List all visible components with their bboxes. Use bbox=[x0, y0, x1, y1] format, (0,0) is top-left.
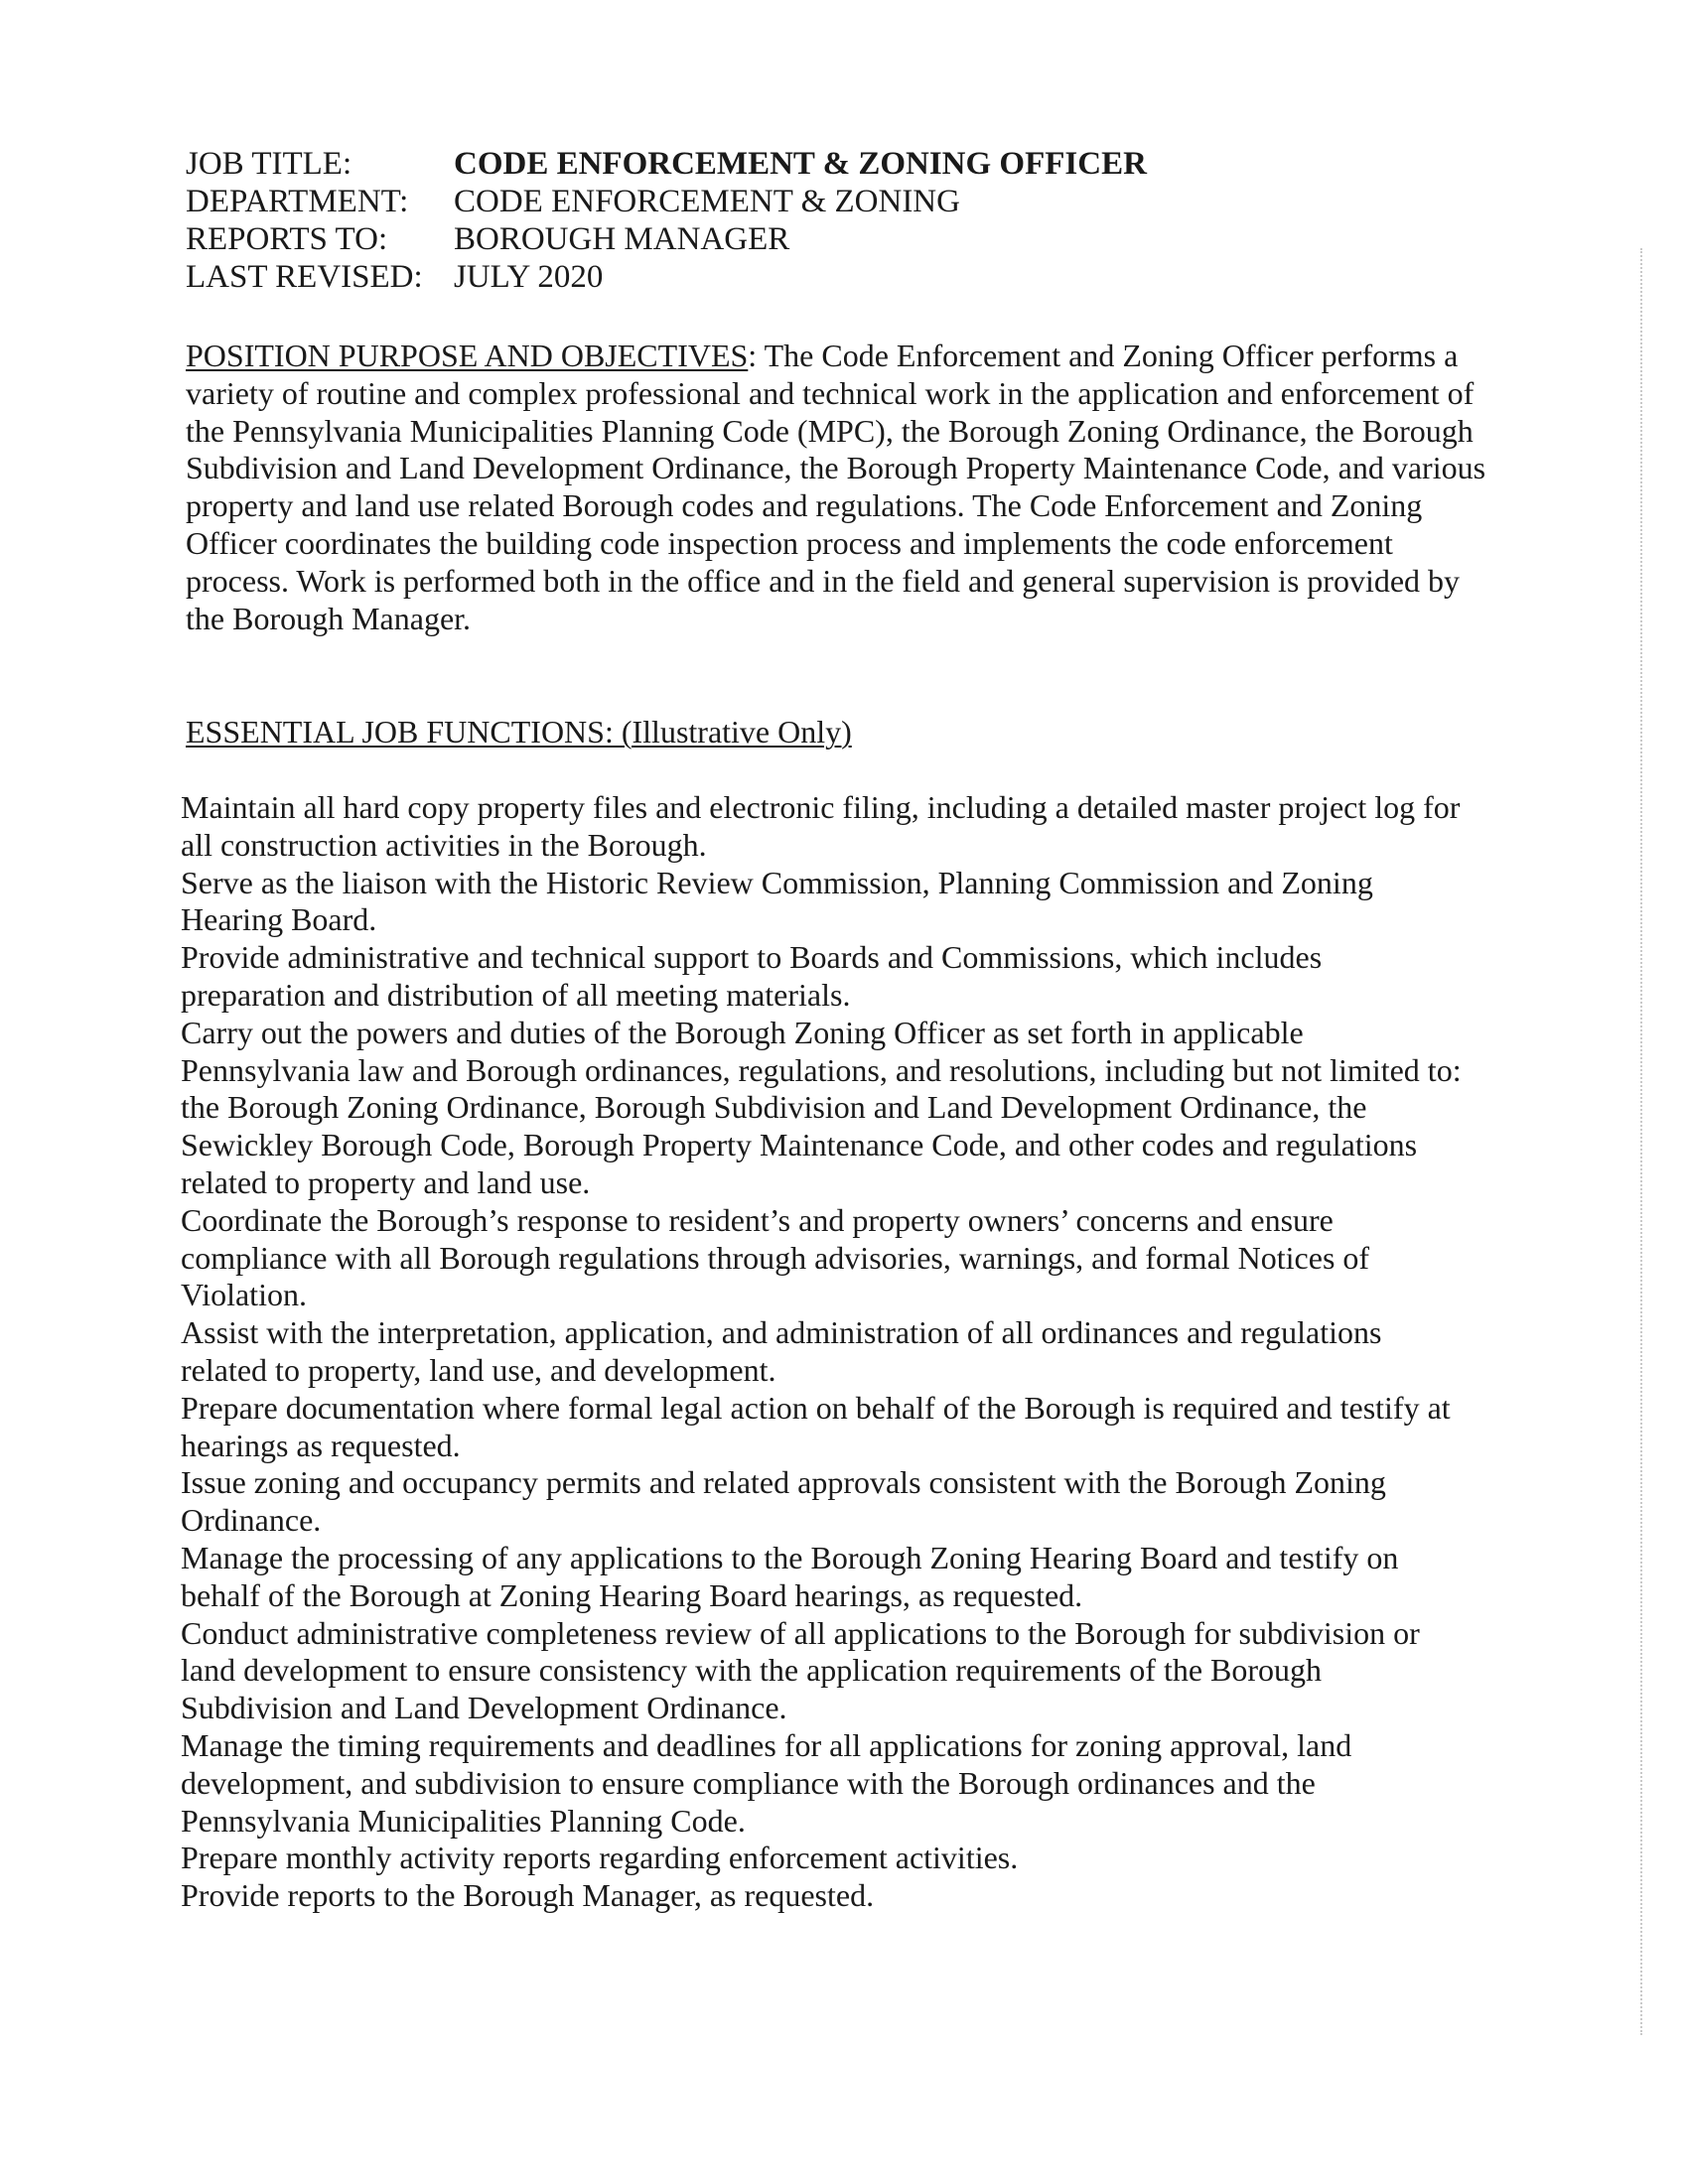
function-item: Serve as the liaison with the Historic Review Commission, Planning Commission and Zoning Hearing Board. bbox=[181, 864, 1373, 938]
job-title-value: CODE ENFORCEMENT & ZONING OFFICER bbox=[454, 146, 1147, 182]
function-item: Coordinate the Borough’s response to resident’s and property owners’ concerns and ensure compliance with all Borough regulations through advisories, warnings, and formal Notices of Violation. bbox=[181, 1201, 1370, 1313]
function-item: Provide administrative and technical support to Boards and Commissions, which includes preparation and distribution of all meeting materials. bbox=[181, 939, 1323, 1013]
function-item: Maintain all hard copy property files and electronic filing, including a detailed master project log for all construction activities in the Borough. bbox=[181, 789, 1461, 863]
header-row-department bbox=[186, 183, 1477, 220]
function-item: Manage the timing requirements and deadlines for all applications for zoning approval, land development, and subdivision to ensure compliance with the Borough ordinances and the Pennsylvania Municipalities Planning Code. bbox=[181, 1726, 1352, 1839]
function-item: Conduct administrative completeness review of all applications to the Borough for subdivision or land development to ensure consistency with the application requirements of the Borough Subdivision and Land Development Ordinance. bbox=[181, 1614, 1420, 1726]
header-label: REPORTS TO: bbox=[186, 221, 388, 257]
header-label: LAST REVISED: bbox=[186, 259, 423, 295]
function-item: Provide reports to the Borough Manager, as requested. bbox=[181, 1877, 875, 1914]
heading-colon: : bbox=[748, 338, 765, 373]
function-item: Assist with the interpretation, application, and administration of all ordinances and regulations related to property, land use, and development. bbox=[181, 1314, 1382, 1388]
header-row-last-revised bbox=[186, 258, 1477, 296]
last-revised-value: JULY 2020 bbox=[454, 259, 604, 295]
essential-functions-list bbox=[181, 789, 1472, 1915]
function-item: Prepare monthly activity reports regarding enforcement activities. bbox=[181, 1840, 1019, 1876]
function-item: Carry out the powers and duties of the Borough Zoning Officer as set forth in applicable Pennsylvania law and Borough ordinances, regulations, and resolutions, including but not limited to: the Borough Zoning Ordinance, Borough Subdivision and Land Development Ordinance, the Sewickley Borough Code, Borough Property Maintenance Code, and other codes and regulations related to property and land use. bbox=[181, 1014, 1462, 1200]
header-label: JOB TITLE: bbox=[186, 146, 352, 182]
header-row-reports-to bbox=[186, 220, 1477, 258]
position-purpose-heading: POSITION PURPOSE AND OBJECTIVES bbox=[186, 338, 749, 373]
function-item: Prepare documentation where formal legal action on behalf of the Borough is required and testify at hearings as requested. bbox=[181, 1389, 1451, 1463]
header-row-job-title bbox=[186, 145, 1477, 183]
header-label: DEPARTMENT: bbox=[186, 184, 409, 219]
department-value: CODE ENFORCEMENT & ZONING bbox=[454, 184, 960, 219]
scan-edge-artifact bbox=[1640, 248, 1642, 2035]
reports-to-value: BOROUGH MANAGER bbox=[454, 221, 790, 257]
function-item: Manage the processing of any applications to the Borough Zoning Hearing Board and testify on behalf of the Borough at Zoning Hearing Board hearings, as requested. bbox=[181, 1539, 1399, 1613]
function-item: Issue zoning and occupancy permits and related approvals consistent with the Borough Zoning Ordinance. bbox=[181, 1464, 1386, 1539]
position-purpose-section bbox=[186, 338, 1496, 637]
job-header bbox=[186, 145, 1477, 296]
position-purpose-text: The Code Enforcement and Zoning Officer performs a variety of routine and complex professional and technical work in the application and enforcement of the Pennsylvania Municipalities Planning Code (MPC), the Borough Zoning Ordinance, the Borough Subdivision and Land Development Ordinance, the Borough Property Maintenance Code, and various property and land use related Borough codes and regulations. The Code Enforcement and Zoning Officer coordinates the building code inspection process and implements the code enforcement process. Work is performed both in the office and in the field and general supervision is provided by the Borough Manager. bbox=[186, 338, 1486, 636]
essential-functions-heading: ESSENTIAL JOB FUNCTIONS: (Illustrative Only) bbox=[186, 714, 852, 750]
